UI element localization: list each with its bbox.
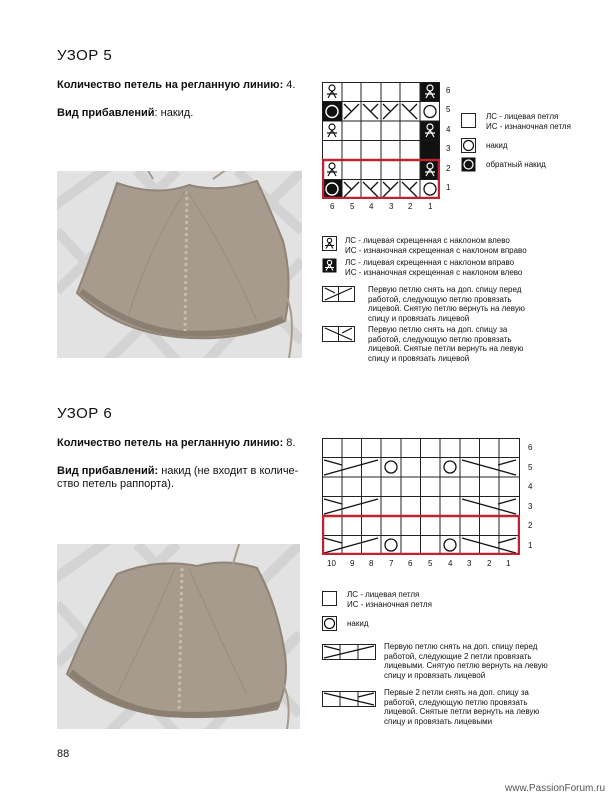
cross-left-legend-icon — [322, 326, 355, 347]
pattern5-loops: Количество петель на регланную линию: 4. — [57, 79, 296, 91]
row-number: 3 — [446, 144, 451, 153]
col-number: 2 — [487, 559, 492, 568]
pattern6-title: УЗОР 6 — [57, 405, 113, 422]
col-number: 5 — [428, 559, 433, 568]
col-number: 6 — [408, 559, 413, 568]
col-number: 9 — [350, 559, 355, 568]
pattern6-chart — [322, 438, 520, 555]
row-number: 5 — [446, 105, 451, 114]
col-number: 1 — [506, 559, 511, 568]
pattern5-knit-photo — [57, 171, 302, 358]
row-number: 1 — [528, 541, 533, 550]
col-number: 3 — [467, 559, 472, 568]
pattern6-increase: Вид прибавлений: накид (не входит в количе- ство петель раппорта). — [57, 465, 299, 490]
yarn-over-legend-icon — [461, 138, 476, 158]
col-number: 5 — [350, 202, 355, 211]
knit-stitch-legend-icon — [461, 113, 476, 133]
row-number: 6 — [446, 86, 451, 95]
row-number: 2 — [446, 164, 451, 173]
row-number: 6 — [528, 443, 533, 452]
reverse-yarn-over-legend-icon — [461, 157, 476, 177]
col-number: 6 — [330, 202, 335, 211]
col-number: 7 — [389, 559, 394, 568]
knit-stitch-legend-6: ЛС - лицевая петля ИС - изнаночная петля — [347, 590, 432, 609]
cross-right-legend: Первую петлю снять на доп. спицу перед работой, следующую петлю провязать лицевой. Снятую петлю вернуть на левую спицу и провязать лицевой — [368, 285, 525, 323]
yarn-over-legend-6: накид — [347, 619, 369, 628]
col-number: 4 — [448, 559, 453, 568]
col-number: 1 — [428, 202, 433, 211]
col-number: 10 — [327, 559, 336, 568]
cross-right-legend-icon — [322, 286, 355, 307]
row-number: 3 — [528, 502, 533, 511]
twisted-left-legend-icon — [322, 236, 337, 256]
yarn-over-legend: накид — [486, 141, 508, 150]
row-number: 4 — [528, 482, 533, 491]
row-number: 5 — [528, 463, 533, 472]
pattern6-knit-photo — [57, 544, 300, 729]
col-number: 2 — [408, 202, 413, 211]
col-number: 3 — [389, 202, 394, 211]
pattern5-increase: Вид прибавлений: накид. — [57, 107, 194, 119]
cross-left-3-legend: Первые 2 петли снять на доп. спицу за работой, следующую петлю провязать лицевой. Снятые петли вернуть на левую спицу и провязать лицевыми — [384, 688, 540, 726]
col-number: 4 — [369, 202, 374, 211]
twisted-right-legend: ЛС - лицевая скрещенная с наклоном вправо ИС - изнаночная скрещенная с наклоном влево — [345, 258, 523, 277]
cross-left-3-legend-icon — [322, 691, 376, 712]
col-number: 8 — [369, 559, 374, 568]
knit-stitch-legend-icon-6 — [322, 591, 337, 611]
twisted-left-legend: ЛС - лицевая скрещенная с наклоном влево ИС - изнаночная скрещенная с наклоном вправо — [345, 236, 527, 255]
cross-right-3-legend: Первую петлю снять на доп. спицу перед работой, следующие 2 петли провязать лицевыми. Снятую петлю вернуть на левую спицу и провязать лицевой — [384, 642, 548, 680]
watermark: www.PassionForum.ru — [505, 783, 606, 794]
cross-left-legend: Первую петлю снять на доп. спицу за работой, следующую петлю провязать лицевой. Снятые петли вернуть на левую спицу и провязать лицевой — [368, 325, 524, 363]
reverse-yarn-over-legend: обратный накид — [486, 160, 546, 169]
twisted-right-legend-icon — [322, 258, 337, 278]
row-number: 1 — [446, 183, 451, 192]
page-number: 88 — [57, 748, 70, 760]
row-number: 2 — [528, 521, 533, 530]
yarn-over-legend-icon-6 — [322, 616, 337, 636]
row-number: 4 — [446, 125, 451, 134]
cross-right-3-legend-icon — [322, 644, 376, 665]
pattern5-title: УЗОР 5 — [57, 47, 113, 64]
pattern6-loops: Количество петель на регланную линию: 8. — [57, 437, 296, 449]
pattern5-chart — [322, 82, 440, 199]
knit-stitch-legend: ЛС - лицевая петля ИС - изнаночная петля — [486, 112, 571, 131]
